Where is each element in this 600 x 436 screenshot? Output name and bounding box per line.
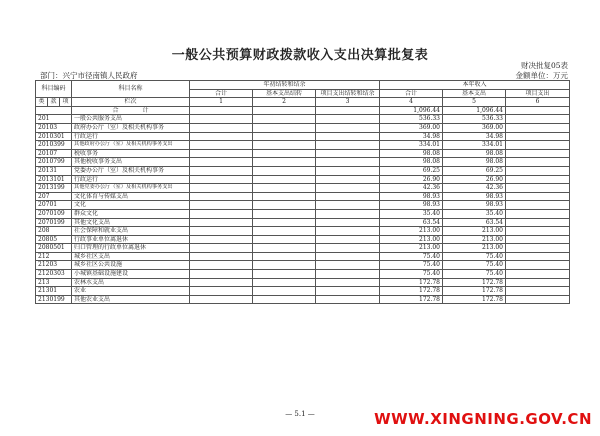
row-c1 — [190, 235, 253, 244]
row-income-basic: 98.93 — [443, 201, 506, 210]
table-row — [36, 175, 570, 184]
col-index-3: 3 — [316, 98, 380, 107]
row-code: 2010399 — [36, 141, 72, 150]
row-c3 — [316, 149, 380, 158]
row-code: 21203 — [36, 261, 72, 270]
row-income-total: 35.40 — [380, 209, 443, 218]
row-name: 农业 — [72, 287, 190, 296]
row-code: 213 — [36, 278, 72, 287]
form-number: 财决批复05表 — [520, 61, 568, 70]
row-c1 — [190, 141, 253, 150]
row-c6 — [506, 132, 570, 141]
row-code: 20131 — [36, 166, 72, 175]
row-income-basic: 69.25 — [443, 166, 506, 175]
row-c3 — [316, 235, 380, 244]
col-index-4: 4 — [380, 98, 443, 107]
row-income-basic: 34.98 — [443, 132, 506, 141]
row-c1 — [190, 166, 253, 175]
table-row — [36, 166, 570, 175]
row-income-total: 75.40 — [380, 270, 443, 279]
row-c1 — [190, 132, 253, 141]
report-table — [35, 80, 570, 304]
row-c2 — [253, 149, 316, 158]
row-c6 — [506, 158, 570, 167]
row-c2 — [253, 166, 316, 175]
row-income-basic: 63.54 — [443, 218, 506, 227]
row-c2 — [253, 261, 316, 270]
row-c2 — [253, 201, 316, 210]
row-name: 其他税收事务支出 — [72, 158, 190, 167]
row-code: 20107 — [36, 149, 72, 158]
row-c3 — [316, 209, 380, 218]
row-c2 — [253, 209, 316, 218]
income-project-header: 项目支出 — [506, 89, 570, 98]
row-code: 2070109 — [36, 209, 72, 218]
row-income-total: 34.98 — [380, 132, 443, 141]
row-c6 — [506, 184, 570, 193]
row-c6 — [506, 287, 570, 296]
row-c2 — [253, 141, 316, 150]
table-row — [36, 184, 570, 193]
row-name: 群众文化 — [72, 209, 190, 218]
row-code: 2013199 — [36, 184, 72, 193]
row-c6 — [506, 209, 570, 218]
row-code: 20701 — [36, 201, 72, 210]
row-income-total: 98.08 — [380, 149, 443, 158]
row-c1 — [190, 201, 253, 210]
row-c3 — [316, 123, 380, 132]
row-c6 — [506, 227, 570, 236]
row-c6 — [506, 123, 570, 132]
row-c2 — [253, 218, 316, 227]
table-body — [36, 115, 570, 304]
row-c1 — [190, 192, 253, 201]
row-income-total: 172.78 — [380, 287, 443, 296]
row-c3 — [316, 261, 380, 270]
row-income-total: 75.40 — [380, 261, 443, 270]
table-row — [36, 209, 570, 218]
row-income-total: 69.25 — [380, 166, 443, 175]
table-row — [36, 201, 570, 210]
row-code: 2010799 — [36, 158, 72, 167]
row-c1 — [190, 123, 253, 132]
row-income-total: 98.93 — [380, 201, 443, 210]
row-code: 2080501 — [36, 244, 72, 253]
row-code: 20103 — [36, 123, 72, 132]
income-basic-header: 基本支出 — [443, 89, 506, 98]
row-code: 2130199 — [36, 295, 72, 304]
xiang-header: 项 — [60, 98, 72, 107]
row-c3 — [316, 287, 380, 296]
subject-code-header: 科目编码 — [36, 81, 72, 98]
row-income-basic: 75.40 — [443, 261, 506, 270]
department-label: 部门：兴宁市径南镇人民政府 — [40, 71, 138, 80]
row-income-basic: 213.00 — [443, 235, 506, 244]
row-c1 — [190, 261, 253, 270]
row-income-total: 42.36 — [380, 184, 443, 193]
table-row — [36, 227, 570, 236]
row-name: 税收事务 — [72, 149, 190, 158]
row-c1 — [190, 287, 253, 296]
row-code: 212 — [36, 252, 72, 261]
begin-balance-header: 年初结转和结余 — [190, 81, 380, 90]
row-income-total: 63.54 — [380, 218, 443, 227]
row-income-basic: 536.33 — [443, 115, 506, 124]
table-row — [36, 149, 570, 158]
row-name: 城乡社区支出 — [72, 252, 190, 261]
row-income-total: 213.00 — [380, 227, 443, 236]
row-c1 — [190, 175, 253, 184]
row-income-total: 369.00 — [380, 123, 443, 132]
col-index-6: 6 — [506, 98, 570, 107]
row-c3 — [316, 218, 380, 227]
row-c6 — [506, 141, 570, 150]
table-row — [36, 158, 570, 167]
row-c6 — [506, 192, 570, 201]
row-c1 — [190, 295, 253, 304]
table-row — [36, 252, 570, 261]
row-code: 21301 — [36, 287, 72, 296]
total-label: 合 计 — [72, 106, 190, 115]
row-c6 — [506, 261, 570, 270]
row-c1 — [190, 158, 253, 167]
lanci-label: 栏次 — [72, 98, 190, 107]
row-name: 行政运行 — [72, 175, 190, 184]
row-c2 — [253, 295, 316, 304]
lei-header: 类 — [36, 98, 48, 107]
row-income-basic: 42.36 — [443, 184, 506, 193]
row-income-total: 172.78 — [380, 295, 443, 304]
table-row — [36, 295, 570, 304]
row-code: 2010301 — [36, 132, 72, 141]
row-c1 — [190, 209, 253, 218]
row-income-total: 26.90 — [380, 175, 443, 184]
row-name: 其他政府办公厅（室）及相关机构事务支出 — [72, 141, 190, 150]
row-name: 行政事业单位离退休 — [72, 235, 190, 244]
row-c6 — [506, 149, 570, 158]
row-c3 — [316, 141, 380, 150]
column-index-row — [36, 98, 570, 107]
row-c3 — [316, 166, 380, 175]
row-c3 — [316, 192, 380, 201]
row-c3 — [316, 295, 380, 304]
table-row — [36, 115, 570, 124]
row-income-basic: 213.00 — [443, 244, 506, 253]
table-row — [36, 132, 570, 141]
income-total-header: 合计 — [380, 89, 443, 98]
col-index-5: 5 — [443, 98, 506, 107]
col-index-2: 2 — [253, 98, 316, 107]
row-income-basic: 369.00 — [443, 123, 506, 132]
row-name: 其他农业支出 — [72, 295, 190, 304]
row-income-basic: 98.08 — [443, 158, 506, 167]
row-code: 20805 — [36, 235, 72, 244]
row-c2 — [253, 270, 316, 279]
row-code: 207 — [36, 192, 72, 201]
row-code: 208 — [36, 227, 72, 236]
row-name: 其他党委办公厅（室）及相关机构事务支出 — [72, 184, 190, 193]
row-income-basic: 172.78 — [443, 278, 506, 287]
row-income-basic: 75.40 — [443, 270, 506, 279]
row-c3 — [316, 115, 380, 124]
row-income-basic: 26.90 — [443, 175, 506, 184]
row-income-total: 98.93 — [380, 192, 443, 201]
row-c2 — [253, 192, 316, 201]
row-c2 — [253, 278, 316, 287]
row-c6 — [506, 295, 570, 304]
row-name: 其他文化支出 — [72, 218, 190, 227]
row-c2 — [253, 244, 316, 253]
header-row-1 — [36, 81, 570, 90]
total-row — [36, 106, 570, 115]
row-name: 小城镇基础设施建设 — [72, 270, 190, 279]
row-c2 — [253, 227, 316, 236]
unit-label: 金额单位：万元 — [515, 71, 568, 80]
row-income-basic: 213.00 — [443, 227, 506, 236]
row-code: 2070199 — [36, 218, 72, 227]
row-c2 — [253, 175, 316, 184]
row-c6 — [506, 244, 570, 253]
total-basic: 1,096.44 — [443, 106, 506, 115]
site-watermark: WWW.XINGNING.GOV.CN — [374, 410, 592, 428]
row-c1 — [190, 278, 253, 287]
row-income-total: 172.78 — [380, 278, 443, 287]
page-title: 一般公共预算财政拨款收入支出决算批复表 — [171, 48, 429, 63]
row-income-basic: 35.40 — [443, 209, 506, 218]
row-c3 — [316, 184, 380, 193]
row-c6 — [506, 218, 570, 227]
row-c2 — [253, 184, 316, 193]
row-income-basic: 98.08 — [443, 149, 506, 158]
row-name: 文化 — [72, 201, 190, 210]
row-c3 — [316, 252, 380, 261]
row-c6 — [506, 201, 570, 210]
row-c3 — [316, 227, 380, 236]
table-row — [36, 244, 570, 253]
kuan-header: 款 — [48, 98, 60, 107]
row-c1 — [190, 244, 253, 253]
page-number: — 5.1 — — [285, 410, 315, 418]
row-name: 政府办公厅（室）及相关机构事务 — [72, 123, 190, 132]
row-income-basic: 98.93 — [443, 192, 506, 201]
row-c2 — [253, 123, 316, 132]
row-c3 — [316, 278, 380, 287]
row-c1 — [190, 115, 253, 124]
basic-carry-header: 基本支出结转 — [253, 89, 316, 98]
table-row — [36, 287, 570, 296]
table-row — [36, 278, 570, 287]
row-code: 2013101 — [36, 175, 72, 184]
row-income-basic: 172.78 — [443, 295, 506, 304]
row-c6 — [506, 115, 570, 124]
row-c6 — [506, 252, 570, 261]
row-code: 2120303 — [36, 270, 72, 279]
total-income: 1,096.44 — [380, 106, 443, 115]
row-name: 党委办公厅（室）及相关机构事务 — [72, 166, 190, 175]
row-income-total: 213.00 — [380, 244, 443, 253]
row-c3 — [316, 244, 380, 253]
row-c6 — [506, 278, 570, 287]
row-c2 — [253, 132, 316, 141]
row-c6 — [506, 166, 570, 175]
table-row — [36, 270, 570, 279]
row-c1 — [190, 270, 253, 279]
table-row — [36, 218, 570, 227]
project-carry-header: 项目支出结转和结余 — [316, 89, 380, 98]
row-c6 — [506, 235, 570, 244]
row-c2 — [253, 252, 316, 261]
table-row — [36, 141, 570, 150]
row-code: 201 — [36, 115, 72, 124]
row-income-basic: 334.01 — [443, 141, 506, 150]
row-income-total: 75.40 — [380, 252, 443, 261]
row-name: 行政运行 — [72, 132, 190, 141]
row-c2 — [253, 115, 316, 124]
row-income-basic: 75.40 — [443, 252, 506, 261]
col-index-1: 1 — [190, 98, 253, 107]
row-name: 文化体育与传媒支出 — [72, 192, 190, 201]
row-c2 — [253, 235, 316, 244]
row-c1 — [190, 227, 253, 236]
row-name: 农林水支出 — [72, 278, 190, 287]
row-c1 — [190, 184, 253, 193]
row-income-total: 98.08 — [380, 158, 443, 167]
row-c1 — [190, 149, 253, 158]
row-name: 一般公共服务支出 — [72, 115, 190, 124]
row-income-basic: 172.78 — [443, 287, 506, 296]
row-name: 城乡社区公共设施 — [72, 261, 190, 270]
row-c2 — [253, 158, 316, 167]
row-c2 — [253, 287, 316, 296]
row-income-total: 334.01 — [380, 141, 443, 150]
row-c3 — [316, 132, 380, 141]
row-name: 社会保障和就业支出 — [72, 227, 190, 236]
row-c3 — [316, 158, 380, 167]
row-c1 — [190, 252, 253, 261]
row-name: 归口管理的行政单位离退休 — [72, 244, 190, 253]
table-row — [36, 192, 570, 201]
table-row — [36, 123, 570, 132]
income-header: 本年收入 — [380, 81, 570, 90]
row-c6 — [506, 175, 570, 184]
total-header: 合计 — [190, 89, 253, 98]
table-row — [36, 261, 570, 270]
row-income-total: 536.33 — [380, 115, 443, 124]
table-row — [36, 235, 570, 244]
row-c3 — [316, 270, 380, 279]
row-c6 — [506, 270, 570, 279]
row-c1 — [190, 218, 253, 227]
row-c3 — [316, 201, 380, 210]
subject-name-header: 科目名称 — [72, 81, 190, 98]
row-c3 — [316, 175, 380, 184]
row-income-total: 213.00 — [380, 235, 443, 244]
